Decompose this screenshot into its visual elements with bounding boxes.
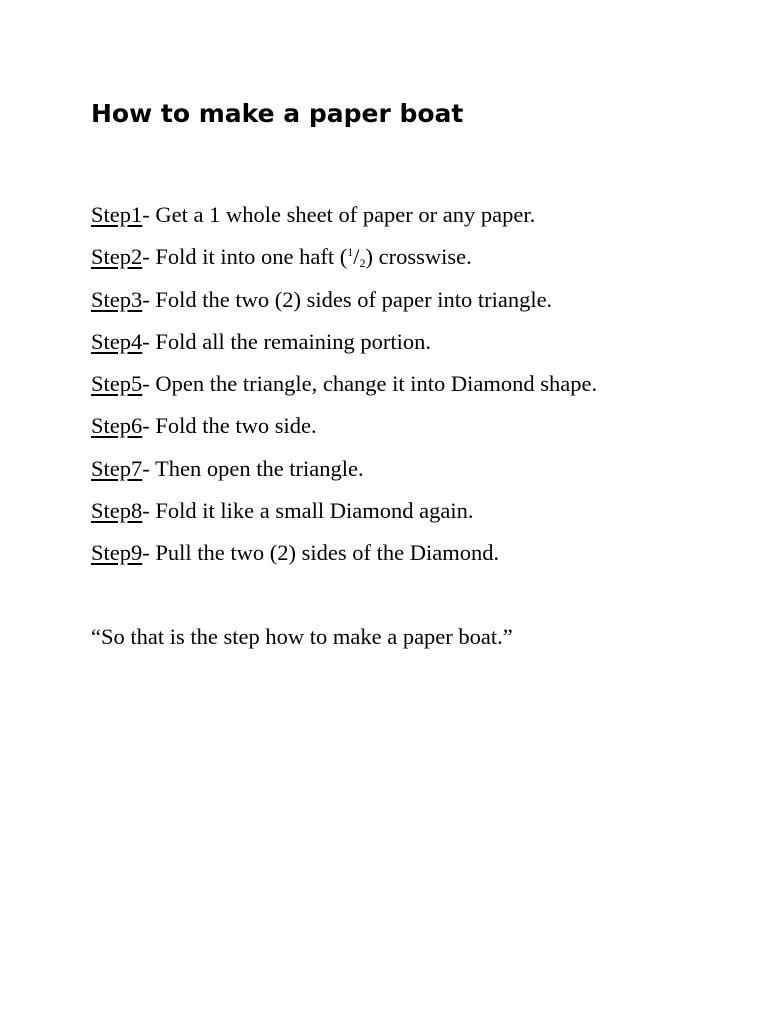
step-label: Step8 bbox=[91, 498, 143, 524]
step-text: - Fold all the remaining portion. bbox=[142, 328, 431, 354]
step-2 bbox=[91, 236, 597, 278]
step-8 bbox=[91, 490, 597, 532]
step-label: Step2 bbox=[91, 244, 143, 270]
step-text: - Fold the two side. bbox=[142, 413, 317, 439]
step-9 bbox=[91, 532, 597, 574]
step-5 bbox=[91, 363, 597, 405]
step-text: - Fold the two (2) sides of paper into triangle. bbox=[142, 286, 553, 312]
step-text-after: ) crosswise. bbox=[365, 244, 472, 270]
step-text: - Pull the two (2) sides of the Diamond. bbox=[142, 540, 500, 566]
fraction-slash: / bbox=[353, 244, 360, 270]
fraction-denominator: 2 bbox=[359, 256, 366, 271]
step-1 bbox=[91, 194, 597, 236]
step-text: - Get a 1 whole sheet of paper or any paper. bbox=[142, 202, 536, 227]
step-label: Step6 bbox=[91, 413, 143, 439]
step-6 bbox=[91, 405, 597, 447]
step-label: Step1 bbox=[91, 202, 143, 227]
fraction-numerator: 1 bbox=[347, 245, 354, 260]
step-label: Step9 bbox=[91, 540, 143, 566]
step-7 bbox=[91, 448, 597, 490]
step-label: Step5 bbox=[91, 371, 143, 397]
steps-list bbox=[91, 194, 597, 575]
step-text: - Fold it into one haft ( bbox=[142, 244, 348, 270]
step-label: Step4 bbox=[91, 328, 143, 354]
closing-quote: “So that is the step how to make a paper boat.” bbox=[91, 624, 513, 649]
document-title: How to make a paper boat bbox=[91, 99, 464, 128]
step-label: Step3 bbox=[91, 286, 143, 312]
step-text: - Fold it like a small Diamond again. bbox=[142, 498, 474, 524]
step-text: - Open the triangle, change it into Diamond shape. bbox=[142, 371, 598, 397]
step-label: Step7 bbox=[91, 455, 143, 481]
step-text: - Then open the triangle. bbox=[142, 455, 364, 481]
step-4 bbox=[91, 321, 597, 363]
step-3 bbox=[91, 279, 597, 321]
